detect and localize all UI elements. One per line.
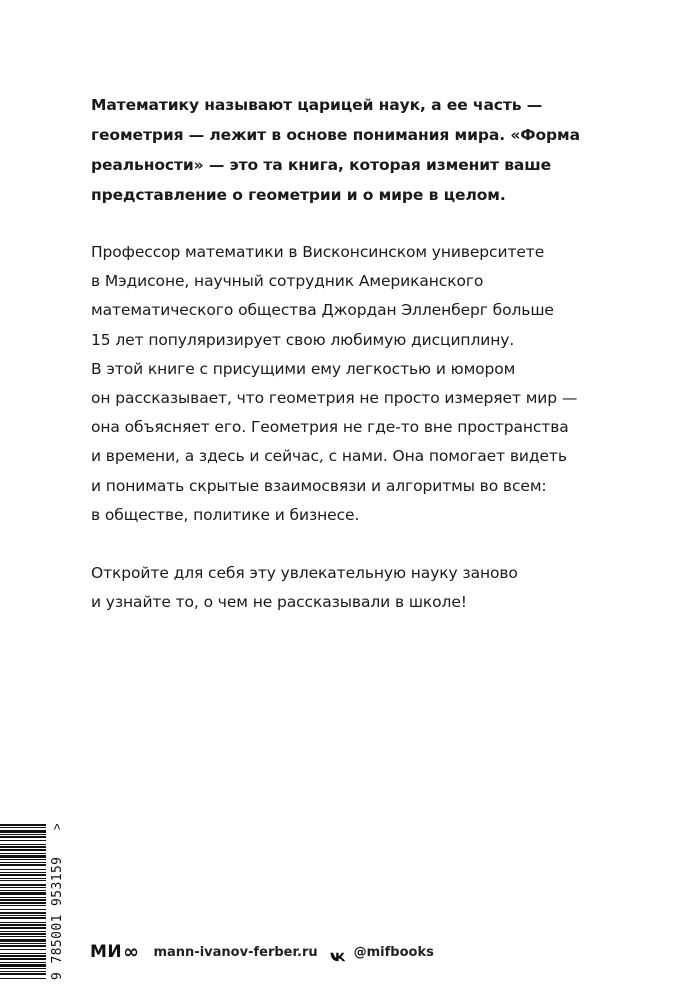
publisher-footer <box>90 940 434 964</box>
barcode-bar <box>0 962 46 963</box>
barcode-bar <box>0 892 46 895</box>
publisher-logo <box>90 941 139 963</box>
body-line: в Мэдисоне, научный сотрудник Американского <box>91 272 484 291</box>
barcode-bar <box>0 964 46 967</box>
barcode-bar <box>0 943 46 944</box>
barcode-bar <box>0 936 46 937</box>
barcode-bar <box>0 864 46 866</box>
barcode-bar <box>0 869 46 870</box>
barcode-bar <box>0 912 46 914</box>
body-line: и времени, а здесь и сейчас, с нами. Она помогает видеть <box>91 447 567 466</box>
closing-line: и узнайте то, о чем не рассказывали в школе! <box>91 593 467 612</box>
barcode-bar <box>0 840 46 841</box>
barcode-bar <box>0 890 46 891</box>
barcode-bar <box>0 924 46 926</box>
barcode-bar <box>0 830 46 833</box>
author-paragraph <box>91 238 651 530</box>
barcode-bar <box>0 953 46 954</box>
barcode-bar <box>0 917 46 919</box>
body-line: она объясняет его. Геометрия не где-то вне пространства <box>91 418 569 437</box>
barcode-bar <box>0 949 46 950</box>
lead-line: геометрия — лежит в основе понимания мира. «Форма <box>91 126 580 144</box>
barcode-bar <box>0 915 46 916</box>
isbn-digits-text: 9 785001 953159 <box>50 856 65 980</box>
barcode-bar <box>0 874 46 876</box>
barcode-bar <box>0 862 46 863</box>
barcode-bar <box>0 933 46 935</box>
barcode-bar <box>0 834 46 835</box>
lead-line: реальности» — это та книга, которая изменит ваше <box>91 156 552 174</box>
logo-infinity: ∞ <box>123 941 140 963</box>
barcode-bar <box>0 872 46 873</box>
barcode-bar <box>0 880 46 881</box>
barcode-bar <box>0 978 46 979</box>
social-handle[interactable]: @mifbooks <box>353 944 434 960</box>
barcode-bar <box>0 887 46 888</box>
barcode-bar <box>0 899 46 901</box>
barcode-bar <box>0 884 46 886</box>
barcode-bar <box>0 836 46 838</box>
barcode-bar <box>0 955 46 957</box>
barcode-bar <box>0 853 46 854</box>
body-line: 15 лет популяризирует свою любимую дисциплину. <box>91 330 515 349</box>
body-line: и понимать скрытые взаимосвязи и алгоритмы во всем: <box>91 476 547 495</box>
isbn-end-mark: > <box>50 824 64 830</box>
lead-paragraph <box>91 90 651 210</box>
barcode-bar <box>0 827 46 828</box>
barcode-bar <box>0 968 46 969</box>
body-line: в обществе, политике и бизнесе. <box>91 505 360 524</box>
body-line: Профессор математики в Висконсинском университете <box>91 243 545 261</box>
back-cover-text <box>91 90 651 617</box>
body-line: математического общества Джордан Элленберг больше <box>91 301 554 320</box>
body-line: В этой книге с присущими ему легкостью и юмором <box>91 359 516 378</box>
barcode-bars <box>0 823 48 981</box>
logo-letters: МИ <box>90 942 123 962</box>
barcode-bar <box>0 855 46 858</box>
barcode-bar <box>0 844 46 845</box>
barcode-bar <box>0 939 46 942</box>
barcode-bar <box>0 922 46 923</box>
barcode-bar <box>0 846 46 848</box>
barcode-bar <box>0 945 46 947</box>
closing-line: Откройте для себя эту увлекательную науку заново <box>91 564 518 583</box>
barcode-bar <box>0 973 46 975</box>
barcode-bar <box>0 958 46 960</box>
barcode-bar <box>0 849 46 851</box>
barcode-bar <box>0 897 46 898</box>
barcode-bar <box>0 927 46 929</box>
barcode-bar <box>0 824 46 826</box>
barcode-bar <box>0 905 46 906</box>
closing-paragraph <box>91 559 651 617</box>
barcode-bar <box>0 859 46 860</box>
body-line: он рассказывает, что геометрия не просто измеряет мир — <box>91 389 578 408</box>
barcode-bar <box>0 878 46 879</box>
publisher-website[interactable]: mann-ivanov-ferber.ru <box>153 944 318 960</box>
lead-line: Математику называют царицей наук, а ее часть — <box>91 96 543 114</box>
barcode-bar <box>0 971 46 972</box>
barcode-bar <box>0 909 46 910</box>
lead-line: представление о геометрии и о мире в целом. <box>91 186 506 204</box>
isbn-number <box>48 824 66 980</box>
barcode-bar <box>0 902 46 904</box>
barcode-bar <box>0 931 46 932</box>
vk-icon[interactable] <box>330 947 346 957</box>
